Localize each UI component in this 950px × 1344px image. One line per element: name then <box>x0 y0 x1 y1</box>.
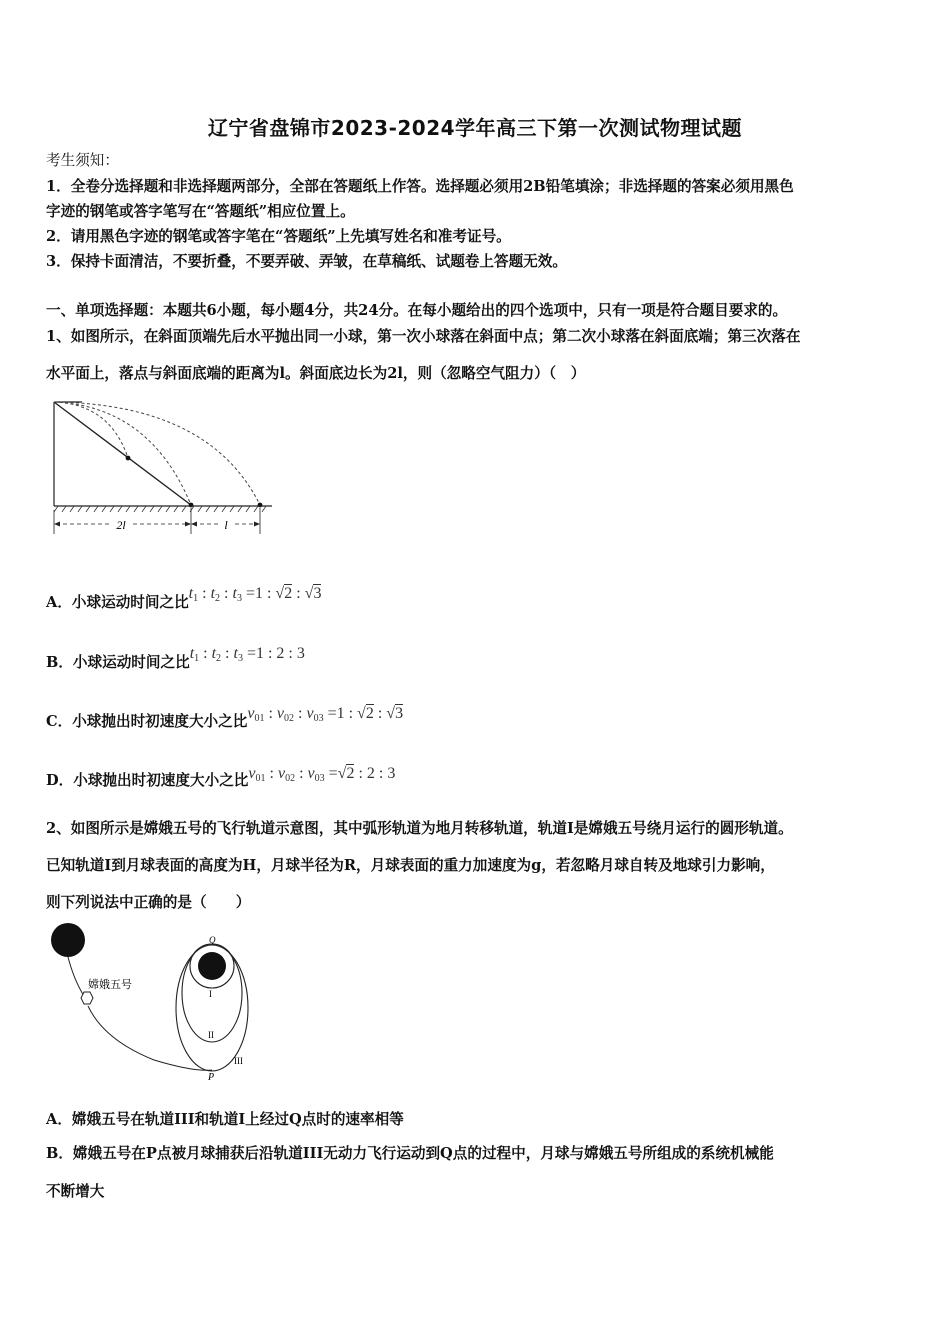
q1-option-b-text: B．小球运动时间之比 <box>46 654 190 671</box>
moon-icon <box>198 952 226 980</box>
q1-option-d[interactable] <box>46 765 396 796</box>
q1-option-d-text: D．小球抛出时初速度大小之比 <box>46 772 249 789</box>
question-2-stem-cont: 已知轨道I到月球表面的高度为H，月球半径为R，月球表面的重力加速度为g，若忽略月球自转及地球引力影响， <box>46 857 775 874</box>
question-1-stem: 1、如图所示，在斜面顶端先后水平抛出同一小球，第一次小球落在斜面中点；第二次小球落在斜面底端；第三次落在 <box>46 328 801 345</box>
earth-icon <box>51 923 85 957</box>
q1-option-b-formula: $t_1$ : $t_2$ : $t_3 =1$ : 2 : 3 <box>189 645 305 664</box>
section-heading: 一、单项选择题：本题共6小题，每小题4分，共24分。在每小题给出的四个选项中，只有一项是符合题目要求的。 <box>46 302 788 319</box>
landing-point-2 <box>189 503 194 508</box>
question-2-stem-end: 则下列说法中正确的是（ ） <box>46 894 251 911</box>
notice-item-3: 3．保持卡面清洁，不要折叠，不要弄破、弄皱，在草稿纸、试题卷上答题无效。 <box>46 253 567 270</box>
notice-heading: 考生须知： <box>46 152 119 169</box>
probe-icon <box>81 992 93 1004</box>
incline-line <box>54 402 191 505</box>
q1-option-c-formula: $v_{01}$ : $v_{02}$ : $v_{03} =1$ : √2 : √3 <box>247 705 404 724</box>
q1-option-a-formula: $t_1$ : $t_2$ : $t_3 =1$ : √2 : √3 <box>188 585 322 604</box>
q2-option-b-cont: 不断增大 <box>46 1183 105 1200</box>
transfer-orbit-lower <box>88 1006 212 1070</box>
question-1-stem-cont: 水平面上，落点与斜面底端的距离为l。斜面底边长为2l，则（忽略空气阻力）（ ） <box>46 365 586 382</box>
q1-option-a[interactable] <box>46 585 322 618</box>
q1-option-c[interactable] <box>46 705 404 737</box>
orbit-ii-label: II <box>208 1030 214 1040</box>
point-q-label: Q <box>209 935 216 945</box>
landing-point-3 <box>258 503 263 508</box>
point-p-label: P <box>208 1072 215 1083</box>
page-title: 辽宁省盘锦市2023-2024学年高三下第一次测试物理试题 <box>207 116 743 140</box>
q2-option-b[interactable]: B．嫦娥五号在P点被月球捕获后沿轨道III无动力飞行运动到Q点的过程中，月球与嫦娥五号所组成的系统机械能 <box>46 1145 774 1162</box>
q1-option-b[interactable] <box>46 645 305 678</box>
landing-point-1 <box>126 456 131 461</box>
notice-item-1: 1．全卷分选择题和非选择题两部分，全部在答题纸上作答。选择题必须用2B铅笔填涂；非选择题的答案必须用黑色 <box>46 178 794 195</box>
q2-option-a[interactable]: A．嫦娥五号在轨道III和轨道I上经过Q点时的速率相等 <box>46 1111 404 1128</box>
q1-option-d-formula: $v_{01}$ : $v_{02}$ : $v_{03} =√2$ : 2 : 3 <box>248 765 396 784</box>
orbit-i-label: I <box>209 989 212 999</box>
lunar-orbit-figure <box>44 920 274 1088</box>
probe-label: 嫦娥五号 <box>88 979 132 991</box>
label-l: l <box>224 518 228 532</box>
question-2-stem: 2、如图所示是嫦娥五号的飞行轨道示意图，其中弧形轨道为地月转移轨道，轨道I是嫦娥五号绕月运行的圆形轨道。 <box>46 820 793 837</box>
notice-item-1-cont: 字迹的钢笔或答字笔写在“答题纸”相应位置上。 <box>46 203 355 220</box>
q1-option-c-text: C．小球抛出时初速度大小之比 <box>46 713 248 730</box>
transfer-orbit-upper <box>68 957 84 996</box>
notice-item-2: 2．请用黑色字迹的钢笔或答字笔在“答题纸”上先填写姓名和准考证号。 <box>46 228 511 245</box>
q1-option-a-text: A．小球运动时间之比 <box>46 594 189 611</box>
trajectory-3 <box>54 402 260 505</box>
label-2l: 2l <box>116 518 126 532</box>
incline-projectile-figure <box>50 398 275 540</box>
orbit-iii-label: III <box>234 1056 243 1066</box>
